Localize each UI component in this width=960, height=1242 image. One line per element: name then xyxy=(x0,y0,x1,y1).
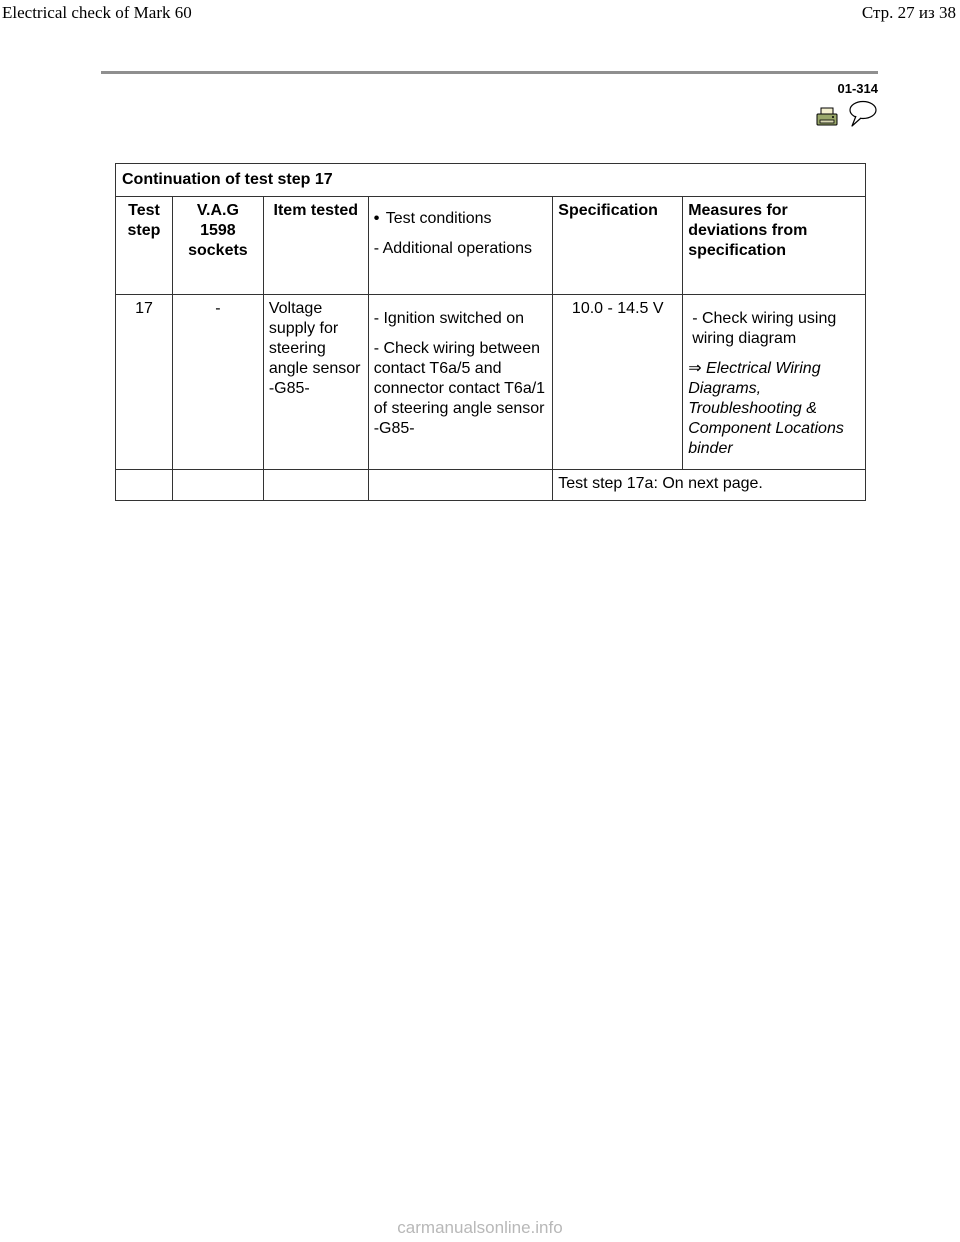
header-conditions-a: Test conditions xyxy=(385,210,492,227)
watermark-footer: carmanualsonline.info xyxy=(397,1218,563,1237)
header-conditions xyxy=(368,197,553,295)
cell-conditions xyxy=(368,295,553,470)
empty-cell xyxy=(172,470,263,501)
header-test-step: Test step xyxy=(116,197,173,295)
header-sockets: V.A.G 1598 sockets xyxy=(172,197,263,295)
document-title: Electrical check of Mark 60 xyxy=(2,3,192,22)
wiring-diagram-link[interactable] xyxy=(688,359,860,459)
speech-bubble-icon[interactable] xyxy=(847,100,877,128)
table-row xyxy=(116,295,866,470)
measure-1: - Check wiring using wiring diagram xyxy=(692,310,837,347)
header-item-tested: Item tested xyxy=(263,197,368,295)
page-counter: Стр. 27 из 38 xyxy=(861,3,956,22)
next-step-note: Test step 17a: On next page. xyxy=(553,470,866,501)
condition-1: - Ignition switched on xyxy=(373,310,524,327)
measure-2: Electrical Wiring Diagrams, Troubleshooting & Component Locations binder xyxy=(688,360,844,457)
table-row xyxy=(116,470,866,501)
empty-cell xyxy=(116,470,173,501)
cell-measures xyxy=(683,295,866,470)
cell-spec: 10.0 - 14.5 V xyxy=(553,295,683,470)
document-id: 01-314 xyxy=(837,81,878,96)
test-step-table xyxy=(115,163,866,501)
bullet-icon: • xyxy=(373,210,380,227)
printer-icon[interactable] xyxy=(816,107,838,127)
header-rule xyxy=(101,71,878,74)
condition-2: - Check wiring between contact T6a/5 and connector contact T6a/1 of steering angle sensor -G85- xyxy=(373,340,546,437)
empty-cell xyxy=(368,470,553,501)
header-specification: Specification xyxy=(553,197,683,295)
header-measures: Measures for deviations from specification xyxy=(683,197,866,295)
arrow-icon: ⇒ xyxy=(688,360,702,377)
empty-cell xyxy=(263,470,368,501)
cell-step: 17 xyxy=(116,295,173,470)
cell-item: Voltage supply for steering angle sensor -G85- xyxy=(263,295,368,470)
header-row xyxy=(116,197,866,295)
cell-sockets: - xyxy=(172,295,263,470)
header-conditions-b: - Additional operations xyxy=(373,240,533,257)
table-caption: Continuation of test step 17 xyxy=(116,164,866,197)
